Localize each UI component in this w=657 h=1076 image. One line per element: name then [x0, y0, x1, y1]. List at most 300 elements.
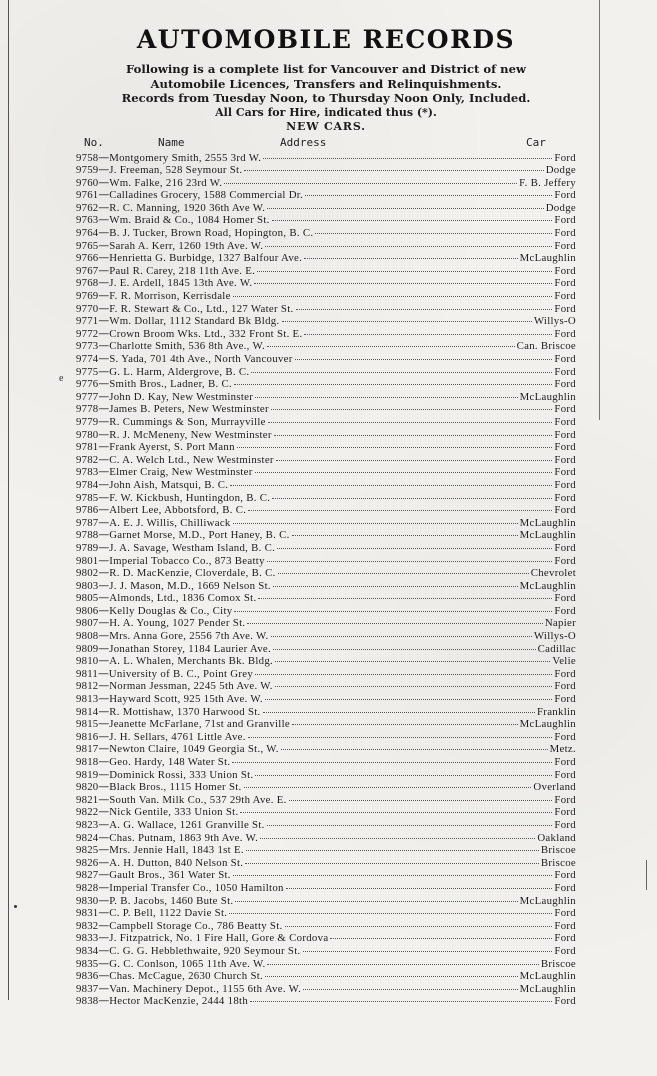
record-number: 9830	[76, 894, 99, 907]
record-row	[76, 492, 576, 505]
record-car: Briscoe	[540, 844, 576, 857]
record-row	[76, 366, 576, 379]
record-row	[76, 340, 576, 353]
record-number: 9801	[76, 554, 99, 567]
record-car: Franklin	[537, 705, 576, 718]
record-number: 9770	[76, 302, 99, 315]
section-heading-new-cars: NEW CARS.	[286, 120, 366, 133]
record-dot-leader	[271, 409, 553, 410]
record-number: 9808	[76, 630, 99, 643]
record-number: 9760	[76, 176, 99, 189]
record-dot-leader	[248, 510, 552, 511]
record-row	[76, 391, 576, 404]
record-number: 9765	[76, 239, 99, 252]
record-number: 9789	[76, 541, 99, 554]
record-dash: —	[98, 340, 110, 353]
record-number: 9818	[76, 756, 99, 768]
record-dot-leader	[255, 674, 552, 675]
record-entry: J. H. Sellars, 4761 Little Ave.	[109, 730, 246, 743]
record-dash: —	[98, 781, 110, 794]
record-dot-leader	[235, 901, 517, 902]
record-dash: —	[98, 617, 110, 630]
record-dash: —	[98, 592, 110, 605]
record-dot-leader	[303, 951, 553, 952]
record-dot-leader	[274, 435, 553, 436]
record-entry: J. E. Ardell, 1845 13th Ave. W.	[109, 277, 253, 290]
record-row	[76, 668, 576, 681]
record-entry: A. E. J. Willis, Chilliwack	[109, 516, 231, 529]
record-dash: —	[98, 881, 110, 894]
record-car: Ford	[554, 441, 576, 454]
record-dot-leader	[245, 863, 539, 864]
record-row	[76, 529, 576, 542]
record-car: Ford	[554, 793, 576, 806]
record-row	[76, 378, 576, 391]
record-row	[76, 970, 576, 983]
record-number: 9771	[76, 315, 99, 328]
record-entry: J. A. Savage, Westham Island, B. C.	[109, 541, 276, 554]
record-car: Ford	[554, 378, 576, 391]
record-row	[76, 693, 576, 706]
record-number: 9805	[76, 592, 99, 605]
record-dot-leader	[295, 359, 553, 360]
record-dot-leader	[276, 460, 553, 461]
record-number: 9802	[76, 567, 99, 580]
record-row	[76, 731, 576, 744]
record-entry: Imperial Tobacco Co., 873 Beatty	[109, 554, 265, 567]
record-entry: B. J. Tucker, Brown Road, Hopington, B. C.	[109, 227, 314, 240]
record-row	[76, 983, 576, 996]
record-dot-leader	[250, 1001, 552, 1002]
record-car: Ford	[554, 491, 576, 504]
record-car: Ford	[554, 604, 576, 617]
record-row	[76, 844, 576, 857]
record-row	[76, 920, 576, 933]
record-number: 9772	[76, 327, 99, 340]
record-dash: —	[98, 478, 110, 491]
record-row	[76, 189, 576, 202]
record-row	[76, 353, 576, 366]
record-row	[76, 202, 576, 215]
record-dot-leader	[234, 384, 552, 385]
record-entry: Sarah A. Kerr, 1260 19th Ave. W.	[109, 239, 264, 252]
record-dot-leader	[229, 913, 552, 914]
record-dash: —	[98, 944, 110, 957]
record-entry: Van. Machinery Depot., 1155 6th Ave. W.	[109, 982, 302, 995]
record-car: Dodge	[545, 201, 576, 214]
record-row	[76, 630, 576, 643]
record-car: Ford	[554, 214, 576, 227]
record-row	[76, 605, 576, 618]
record-dash: —	[98, 390, 110, 403]
record-number: 9834	[76, 944, 99, 957]
record-car: Briscoe	[540, 856, 576, 869]
record-entry: R. J. McMeneny, New Westminster	[109, 428, 272, 441]
record-number: 9820	[76, 781, 99, 794]
record-row	[76, 303, 576, 316]
record-dash: —	[98, 428, 110, 441]
record-entry: J. Fitzpatrick, No. 1 Fire Hall, Gore & Cordova	[109, 932, 329, 945]
record-row	[76, 781, 576, 794]
record-dot-leader	[267, 561, 553, 562]
record-number: 9828	[76, 881, 99, 894]
record-dot-leader	[263, 158, 552, 159]
record-dot-leader	[304, 258, 518, 259]
record-number: 9775	[76, 365, 99, 378]
record-dash: —	[98, 756, 110, 768]
record-number: 9773	[76, 340, 99, 353]
record-entry: Chas. McCague, 2630 Church St.	[109, 970, 264, 983]
record-dash: —	[98, 441, 110, 454]
record-car: McLaughlin	[519, 982, 576, 995]
record-dot-leader	[271, 636, 532, 637]
record-entry: G. C. Conlson, 1065 11th Ave. W.	[109, 957, 266, 970]
record-number: 9769	[76, 290, 99, 303]
record-dash: —	[98, 768, 110, 781]
record-car: McLaughlin	[519, 970, 576, 983]
record-row	[76, 643, 576, 656]
record-entry: Wm. Falke, 216 23rd W.	[109, 176, 223, 189]
record-number: 9767	[76, 264, 99, 277]
record-car: Ford	[554, 227, 576, 240]
record-dash: —	[98, 541, 110, 554]
record-entry: H. A. Young, 1027 Pender St.	[109, 617, 246, 630]
record-dash: —	[98, 239, 110, 252]
record-dot-leader	[237, 447, 553, 448]
record-entry: Geo. Hardy, 148 Water St.	[109, 756, 231, 768]
column-header-no: No.	[84, 135, 104, 149]
record-entry: R. Mottishaw, 1370 Harwood St.	[109, 705, 261, 718]
record-entry: Jonathan Storey, 1184 Laurier Ave.	[109, 642, 272, 655]
record-car: Ford	[554, 554, 576, 567]
record-row	[76, 416, 576, 429]
record-dash: —	[98, 655, 110, 668]
record-dot-leader	[285, 926, 553, 927]
record-dash: —	[98, 365, 110, 378]
record-number: 9827	[76, 869, 99, 882]
record-row	[76, 252, 576, 265]
record-row	[76, 403, 576, 416]
record-row	[76, 932, 576, 945]
record-dash: —	[98, 793, 110, 806]
record-dash: —	[98, 164, 110, 177]
record-number: 9785	[76, 491, 99, 504]
record-row	[76, 504, 576, 517]
record-dot-leader	[304, 334, 552, 335]
record-dot-leader	[244, 787, 532, 788]
record-entry: Smith Bros., Ladner, B. C.	[109, 378, 233, 391]
intro-text	[76, 62, 576, 91]
record-entry: J. Freeman, 528 Seymour St.	[109, 164, 243, 177]
record-car: McLaughlin	[519, 529, 576, 542]
record-dot-leader	[233, 875, 553, 876]
record-dash: —	[98, 907, 110, 920]
record-entry: Black Bros., 1115 Homer St.	[109, 781, 242, 794]
record-row	[76, 555, 576, 568]
page-title: AUTOMOBILE RECORDS	[136, 25, 516, 54]
record-dot-leader	[232, 762, 552, 763]
record-car: McLaughlin	[519, 252, 576, 265]
record-car: Ford	[554, 239, 576, 252]
record-entry: Kelly Douglas & Co., City	[109, 604, 233, 617]
record-entry: South Van. Milk Co., 537 29th Ave. E.	[109, 793, 287, 806]
record-entry: A. H. Dutton, 840 Nelson St.	[109, 856, 244, 869]
record-number: 9787	[76, 516, 99, 529]
record-row	[76, 240, 576, 253]
records-list	[76, 152, 576, 1008]
record-row	[76, 277, 576, 290]
record-car: Ford	[554, 327, 576, 340]
record-car: McLaughlin	[519, 894, 576, 907]
record-row	[76, 945, 576, 958]
record-dash: —	[98, 844, 110, 857]
record-number: 9815	[76, 718, 99, 731]
record-number: 9779	[76, 415, 99, 428]
record-row	[76, 454, 576, 467]
record-car: Ford	[554, 667, 576, 680]
record-number: 9825	[76, 844, 99, 857]
record-dash: —	[98, 214, 110, 227]
hire-note: All Cars for Hire, indicated thus (*).	[215, 105, 437, 119]
record-number: 9832	[76, 919, 99, 932]
record-car: Ford	[554, 504, 576, 517]
record-row	[76, 655, 576, 668]
record-entry: Gault Bros., 361 Water St.	[109, 869, 231, 882]
record-dot-leader	[248, 737, 553, 738]
record-entry: F. R. Morrison, Kerrisdale	[109, 290, 231, 303]
record-dash: —	[98, 491, 110, 504]
record-row	[76, 315, 576, 328]
record-number: 9759	[76, 164, 99, 177]
record-car: Velie	[552, 655, 576, 668]
column-header-address: Address	[280, 135, 327, 149]
record-car: Can. Briscoe	[516, 340, 576, 353]
record-row	[76, 958, 576, 971]
record-dot-leader	[292, 724, 518, 725]
record-car: Oakland	[537, 831, 576, 844]
intro-line-1: Following is a complete list for Vancouver and District of new	[126, 62, 526, 76]
record-dot-leader	[275, 661, 550, 662]
record-number: 9817	[76, 743, 99, 756]
record-dash: —	[98, 831, 110, 844]
record-car: Ford	[554, 768, 576, 781]
column-header-car: Car	[526, 135, 546, 149]
record-row	[76, 441, 576, 454]
record-entry: R. Cummings & Son, Murrayville	[109, 415, 266, 428]
record-dot-leader	[272, 220, 553, 221]
intro-line-2: Automobile Licences, Transfers and Relinquishments.	[150, 76, 502, 91]
record-number: 9778	[76, 403, 99, 416]
record-entry: Dominick Rossi, 333 Union St.	[109, 768, 254, 781]
record-car: Ford	[554, 541, 576, 554]
record-dash: —	[98, 894, 110, 907]
record-dash: —	[98, 353, 110, 365]
record-dash: —	[98, 818, 110, 831]
record-number: 9768	[76, 277, 99, 290]
record-entry: Jeanette McFarlane, 71st and Granville	[109, 718, 290, 731]
record-entry: R. C. Manning, 1920 36th Ave W.	[109, 201, 266, 214]
record-entry: John D. Kay, New Westminster	[109, 390, 254, 403]
record-dash: —	[98, 466, 110, 479]
records-column	[76, 20, 576, 1008]
record-number: 9788	[76, 529, 99, 542]
record-dash: —	[98, 189, 110, 202]
record-entry: C. P. Bell, 1122 Davie St.	[109, 907, 228, 920]
record-number: 9810	[76, 655, 99, 668]
record-car: Ford	[554, 881, 576, 894]
record-dash: —	[98, 504, 110, 517]
record-number: 9831	[76, 907, 99, 920]
record-row	[76, 743, 576, 756]
record-dash: —	[98, 705, 110, 718]
record-dash: —	[98, 982, 110, 995]
record-car: Willys-O	[533, 630, 576, 643]
column-header-name: Name	[158, 135, 185, 149]
record-entry: Hector MacKenzie, 2444 18th	[109, 995, 249, 1008]
record-dash: —	[98, 730, 110, 743]
record-dash: —	[98, 554, 110, 567]
record-dot-leader	[267, 964, 538, 965]
record-car: Ford	[554, 944, 576, 957]
record-dot-leader	[255, 775, 552, 776]
record-entry: Newton Claire, 1049 Georgia St., W.	[109, 743, 279, 756]
record-entry: University of B. C., Point Grey	[108, 667, 254, 680]
record-entry: Elmer Craig, New Westminster	[109, 466, 253, 479]
record-dot-leader	[303, 989, 518, 990]
record-dot-leader	[273, 586, 518, 587]
record-car: Ford	[554, 693, 576, 706]
record-dash: —	[98, 667, 109, 680]
record-dot-leader	[224, 183, 517, 184]
record-car: Ford	[554, 466, 576, 479]
record-entry: S. Yada, 701 4th Ave., North Vancouver	[109, 353, 293, 365]
record-dash: —	[98, 919, 110, 932]
record-dash: —	[98, 529, 110, 542]
record-dash: —	[98, 869, 110, 882]
record-car: Napier	[544, 617, 576, 630]
record-dash: —	[98, 567, 110, 580]
record-dash: —	[98, 290, 110, 303]
record-row	[76, 869, 576, 882]
margin-dot	[14, 905, 17, 908]
record-car: Cadillac	[537, 642, 576, 655]
record-dash: —	[98, 277, 110, 290]
record-dash: —	[98, 264, 110, 277]
record-row	[76, 882, 576, 895]
record-number: 9763	[76, 214, 99, 227]
record-car: Ford	[554, 806, 576, 819]
record-car: Ford	[554, 415, 576, 428]
right-column-rule	[599, 0, 600, 420]
record-dot-leader	[267, 346, 515, 347]
record-row	[76, 517, 576, 530]
record-dot-leader	[265, 246, 552, 247]
record-dash: —	[98, 378, 110, 391]
record-number: 9835	[76, 957, 99, 970]
record-entry: Campbell Storage Co., 786 Beatty St.	[109, 919, 283, 932]
record-number: 9819	[76, 768, 99, 781]
record-car: Ford	[554, 151, 576, 164]
record-dash: —	[98, 453, 110, 466]
record-number: 9776	[76, 378, 99, 391]
record-number: 9758	[76, 151, 99, 164]
record-entry: F. R. Stewart & Co., Ltd., 127 Water St.	[109, 302, 294, 315]
record-entry: J. J. Mason, M.D., 1669 Nelson St.	[109, 579, 271, 592]
record-dash: —	[98, 327, 110, 340]
record-dot-leader	[255, 472, 553, 473]
record-dash: —	[98, 604, 110, 617]
record-number: 9826	[76, 856, 99, 869]
record-entry: G. L. Harm, Aldergrove, B. C.	[109, 365, 250, 378]
record-number: 9823	[76, 818, 99, 831]
margin-tick	[646, 860, 647, 890]
record-number: 9809	[76, 642, 99, 655]
record-dash: —	[98, 970, 110, 983]
record-dot-leader	[254, 283, 552, 284]
record-car: Ford	[554, 592, 576, 605]
record-car: Chevrolet	[530, 567, 576, 580]
record-number: 9813	[76, 693, 99, 706]
record-dash: —	[98, 680, 110, 693]
record-number: 9821	[76, 793, 99, 806]
record-dot-leader	[247, 623, 542, 624]
record-number: 9833	[76, 932, 99, 945]
record-dot-leader	[278, 573, 529, 574]
record-number: 9762	[76, 201, 99, 214]
record-entry: Calladines Grocery, 1588 Commercial Dr.	[109, 189, 304, 202]
record-entry: Chas. Putnam, 1863 9th Ave. W.	[109, 831, 259, 844]
record-car: Ford	[554, 756, 576, 768]
record-dot-leader	[296, 309, 553, 310]
record-dot-leader	[282, 321, 532, 322]
record-dash: —	[98, 718, 110, 731]
record-car: Ford	[554, 302, 576, 315]
record-row	[76, 617, 576, 630]
record-number: 9784	[76, 478, 99, 491]
record-number: 9812	[76, 680, 99, 693]
record-dash: —	[98, 932, 110, 945]
records-range-note: Records from Tuesday Noon, to Thursday Noon Only, Included.	[121, 91, 531, 105]
record-dash: —	[98, 252, 110, 265]
left-column-rule	[8, 0, 9, 1000]
record-car: Ford	[554, 189, 576, 202]
record-dash: —	[98, 415, 110, 428]
record-entry: James B. Peters, New Westminster	[109, 403, 269, 416]
record-car: Ford	[554, 919, 576, 932]
record-car: Ford	[554, 290, 576, 303]
record-dash: —	[98, 579, 110, 592]
record-row	[76, 580, 576, 593]
record-dot-leader	[289, 800, 553, 801]
record-dot-leader	[315, 233, 552, 234]
record-entry: R. D. MacKenzie, Cloverdale, B. C.	[109, 567, 276, 580]
record-dash: —	[98, 806, 110, 819]
record-row	[76, 895, 576, 908]
record-car: Dodge	[545, 164, 576, 177]
record-number: 9836	[76, 970, 99, 983]
record-number: 9764	[76, 227, 99, 240]
record-dash: —	[98, 176, 110, 189]
record-dot-leader	[265, 976, 518, 977]
record-dot-leader	[267, 208, 543, 209]
record-row	[76, 819, 576, 832]
record-dash: —	[98, 693, 110, 706]
record-dot-leader	[281, 749, 548, 750]
record-row	[76, 429, 576, 442]
record-row	[76, 756, 576, 769]
record-entry: Wm. Dollar, 1112 Standard Bk Bldg.	[109, 315, 280, 328]
record-car: McLaughlin	[519, 718, 576, 731]
